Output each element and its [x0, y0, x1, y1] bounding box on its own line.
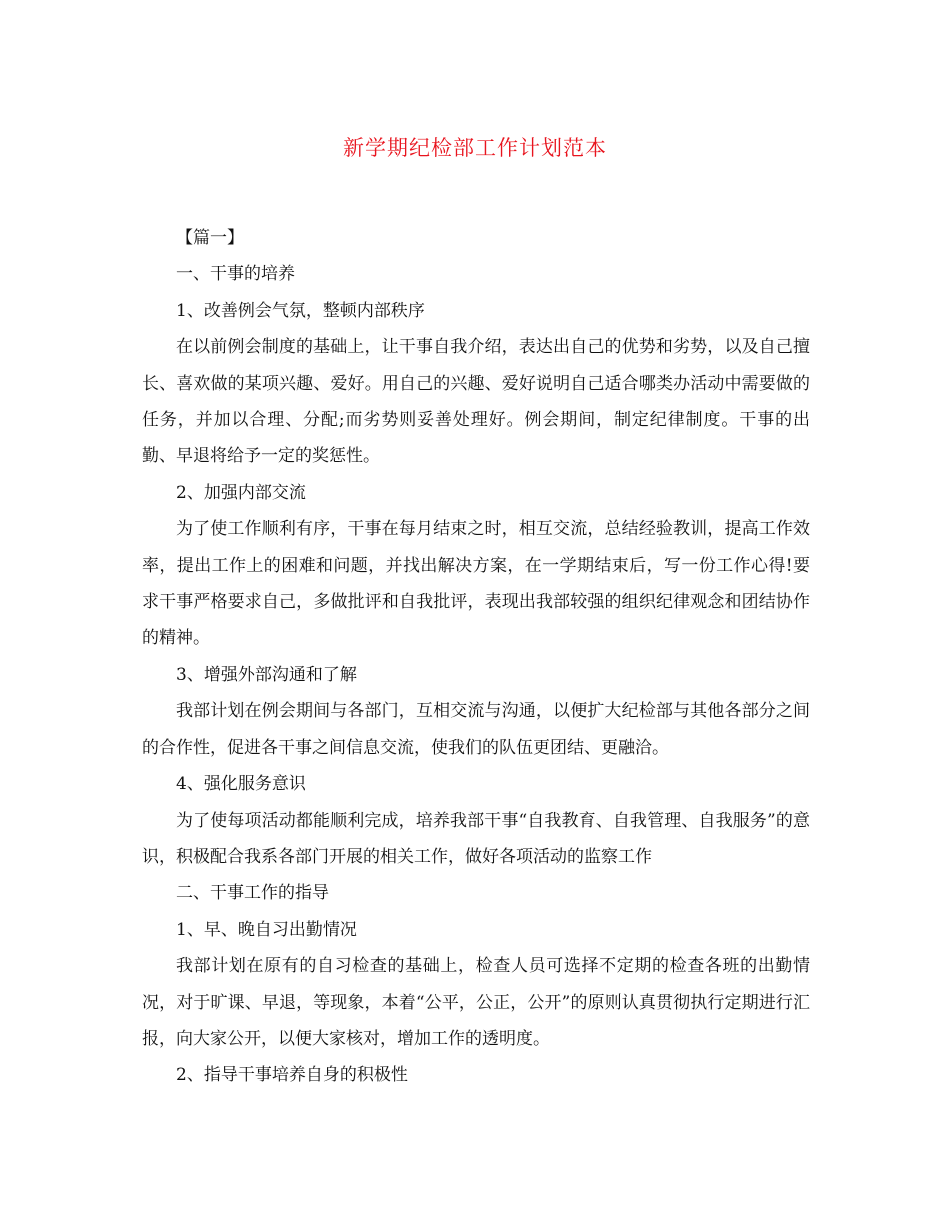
heading-level-2: 4、强化服务意识 — [176, 774, 306, 795]
section-label: 【篇一】 — [176, 228, 244, 248]
heading-level-2: 3、增强外部沟通和了解 — [176, 664, 357, 685]
heading-level-2: 1、改善例会气氛，整顿内部秩序 — [176, 300, 425, 321]
body-paragraph: 我部计划在原有的自习检查的基础上，检查人员可选择不定期的检查各班的出勤情况，对于旷课、早退，等现象，本着“公平，公正，公开”的原则认真贯彻执行定期进行汇报，向大家公开，以便大家核对，增加工作的透明度。 — [142, 956, 810, 1049]
body-paragraph: 为了使每项活动都能顺利完成，培养我部干事“自我教育、自我管理、自我服务”的意识，积极配合我系各部门开展的相关工作，做好各项活动的监察工作 — [142, 810, 810, 867]
body-paragraph: 在以前例会制度的基础上，让干事自我介绍，表达出自己的优势和劣势，以及自己擅长、喜欢做的某项兴趣、爱好。用自己的兴趣、爱好说明自己适合哪类办活动中需要做的任务，并加以合理、分配;而劣势则妥善处理好。例会期间，制定纪律制度。干事的出勤、早退将给予一定的奖惩性。 — [142, 337, 810, 467]
document-title: 新学期纪检部工作计划范本 — [343, 136, 607, 160]
body-paragraph: 我部计划在例会期间与各部门，互相交流与沟通，以便扩大纪检部与其他各部分之间的合作性，促进各干事之间信息交流，使我们的队伍更团结、更融洽。 — [142, 701, 810, 758]
heading-level-1: 二、干事工作的指导 — [176, 883, 329, 904]
document-body — [142, 220, 810, 1094]
heading-level-2: 1、早、晚自习出勤情况 — [176, 919, 357, 940]
heading-level-2: 2、加强内部交流 — [176, 482, 306, 503]
heading-level-2: 2、指导干事培养自身的积极性 — [176, 1065, 408, 1086]
body-paragraph: 为了使工作顺利有序，干事在每月结束之时，相互交流，总结经验教训，提高工作效率，提出工作上的困难和问题，并找出解决方案，在一学期结束后，写一份工作心得!要求干事严格要求自己，多做批评和自我批评，表现出我部较强的组织纪律观念和团结协作的精神。 — [142, 519, 810, 649]
heading-level-1: 一、干事的培养 — [176, 264, 295, 285]
